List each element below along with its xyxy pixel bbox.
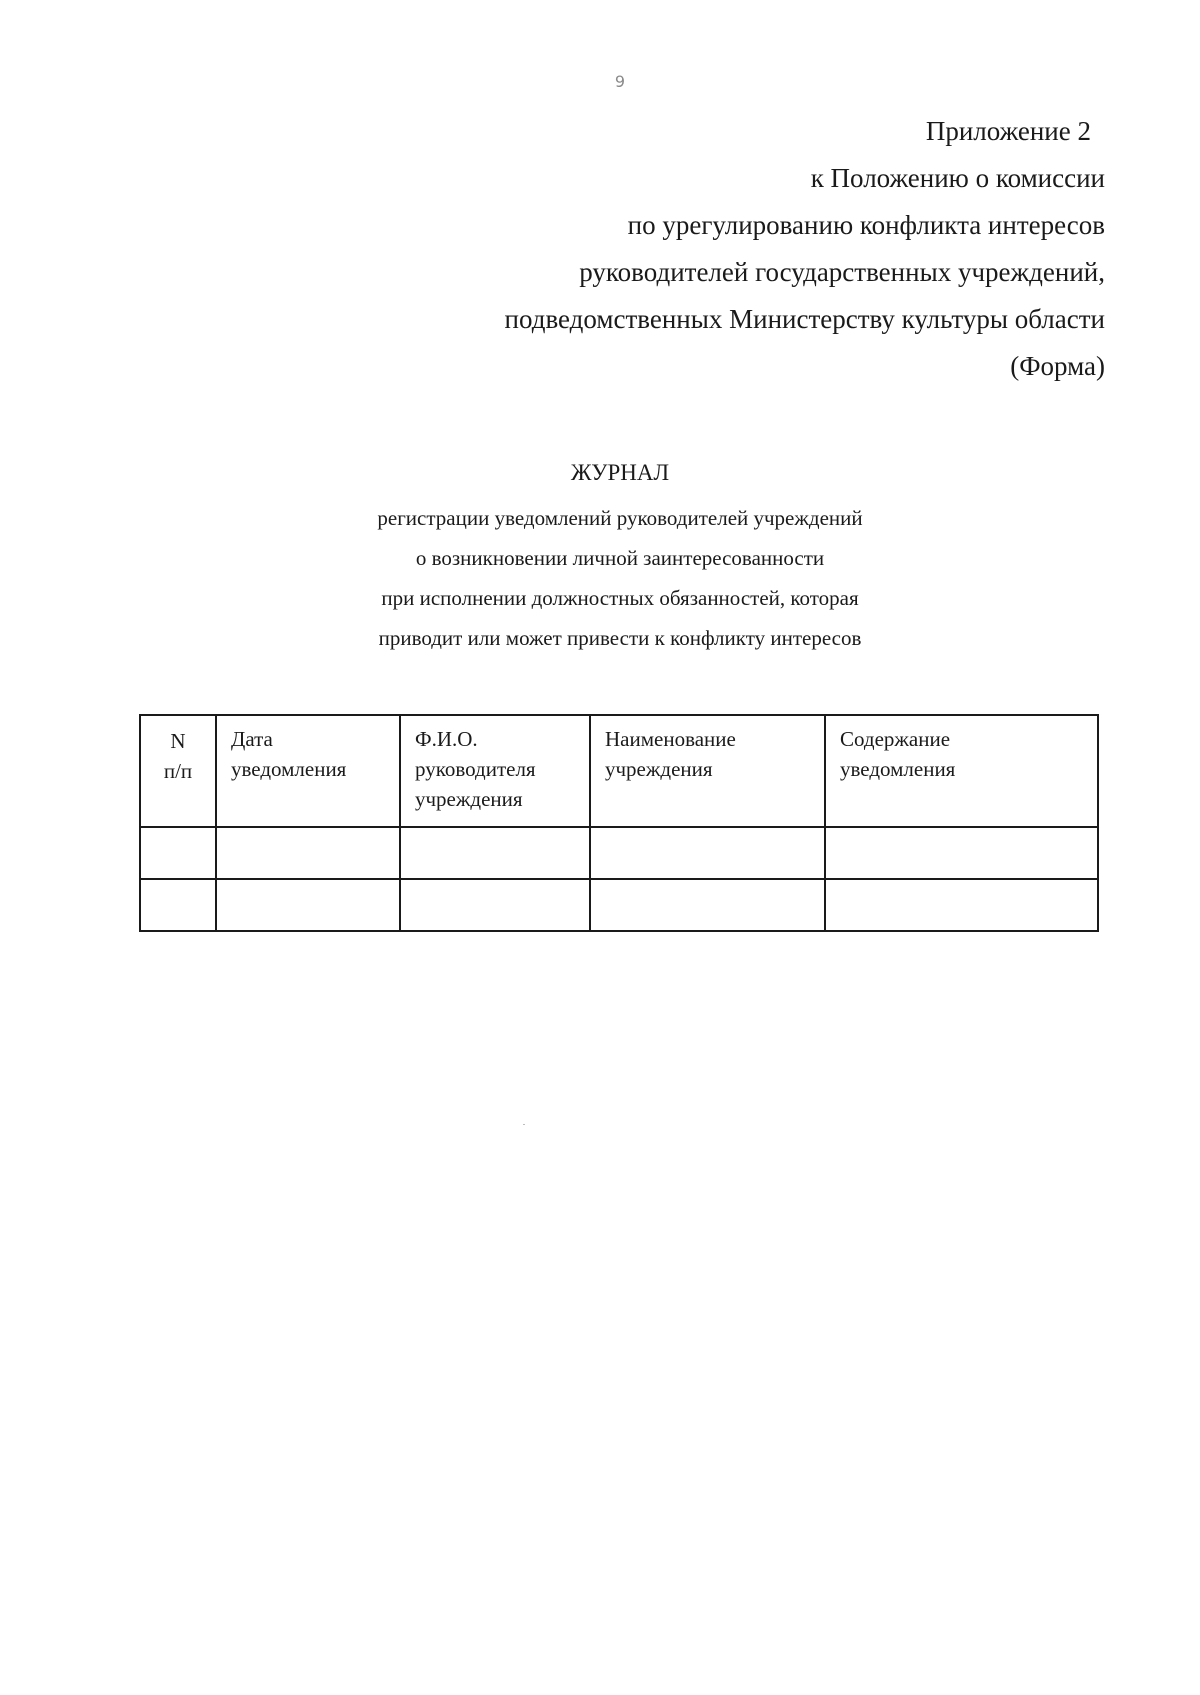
table-cell (590, 879, 825, 931)
header-text-line: Дата (231, 727, 273, 751)
table-cell (825, 827, 1098, 879)
appendix-line: Приложение 2 (925, 116, 1091, 146)
journal-subtitle-line: приводит или может привести к конфликту интересов (378, 626, 862, 650)
column-header-content (825, 715, 1098, 827)
header-text-line: уведомления (231, 757, 347, 781)
appendix-line: руководителей государственных учреждений, (579, 257, 1105, 287)
journal-heading (0, 458, 1200, 658)
table-header-row (140, 715, 1098, 827)
appendix-line: к Положению о комиссии (810, 163, 1105, 193)
page-number: 9 (614, 72, 626, 91)
appendix-line: подведомственных Министерству культуры области (504, 304, 1105, 334)
table-cell (216, 827, 400, 879)
journal-subtitle (0, 498, 1200, 658)
appendix-line: по урегулированию конфликта интересов (627, 210, 1105, 240)
appendix-header (305, 108, 1105, 390)
table-body (140, 827, 1098, 931)
table-cell (825, 879, 1098, 931)
header-text-line: учреждения (605, 757, 713, 781)
table-cell (400, 827, 590, 879)
header-text-line: Наименование (605, 727, 736, 751)
table-row (140, 827, 1098, 879)
table-cell (140, 827, 216, 879)
journal-title: ЖУРНАЛ (570, 460, 670, 485)
header-text-line: п/п (163, 759, 193, 783)
scan-artifact-dot (523, 1124, 525, 1125)
column-header-number (140, 715, 216, 827)
table-header (140, 715, 1098, 827)
journal-subtitle-line: регистрации уведомлений руководителей учреждений (377, 506, 863, 530)
header-text-line: Ф.И.О. (415, 727, 478, 751)
column-header-institution (590, 715, 825, 827)
table-cell (400, 879, 590, 931)
journal-subtitle-line: при исполнении должностных обязанностей, которая (381, 586, 859, 610)
column-header-date (216, 715, 400, 827)
column-header-name (400, 715, 590, 827)
table-cell (140, 879, 216, 931)
header-text-line: учреждения (415, 787, 523, 811)
appendix-form-label: (Форма) (1010, 351, 1105, 381)
table-row (140, 879, 1098, 931)
table-cell (216, 879, 400, 931)
journal-subtitle-line: о возникновении личной заинтересованности (415, 546, 825, 570)
header-text-line: уведомления (840, 757, 956, 781)
header-text-line: руководителя (415, 757, 536, 781)
header-text-line: Содержание (840, 727, 951, 751)
table-cell (590, 827, 825, 879)
header-text-line: N (170, 729, 186, 753)
journal-table (139, 714, 1099, 932)
